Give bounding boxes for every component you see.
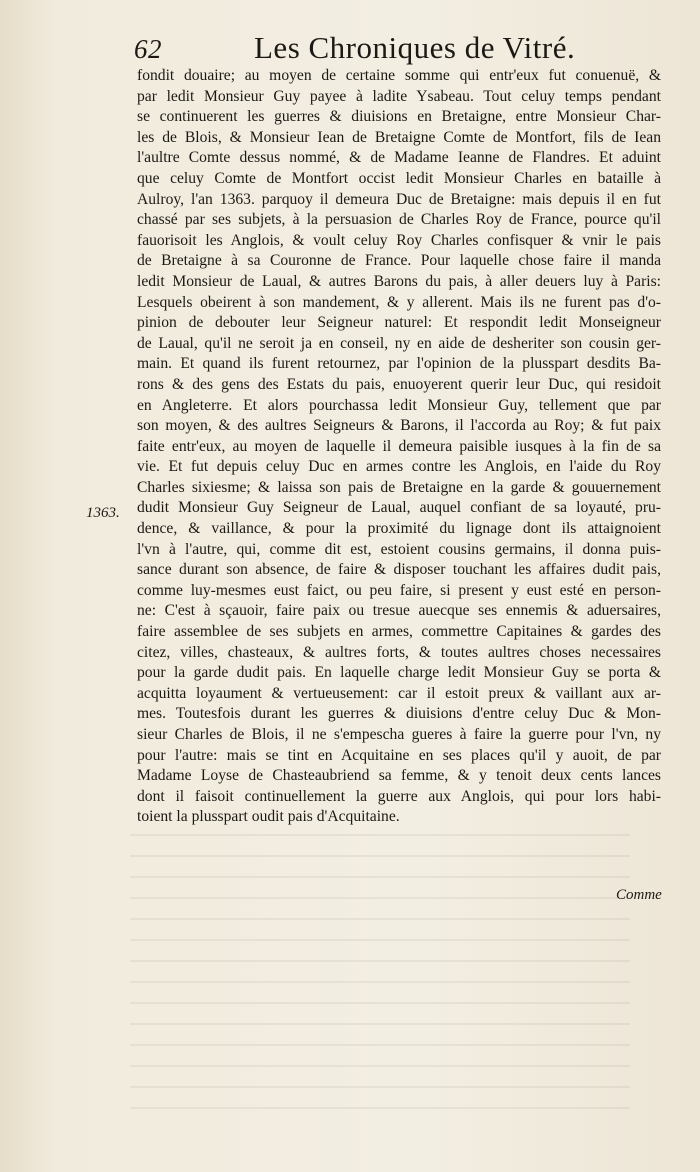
- catchword: Comme: [616, 887, 662, 903]
- text-line: les de Blois, & Monsieur Iean de Bretaigne Comte de Montfort, fils de Iean: [137, 128, 661, 146]
- text-line: sieur Charles de Blois, il ne s'empescha gueres à faire la guerre pour l'vn, ny: [137, 726, 661, 743]
- text-line: l'aultre Comte dessus nommé, & de Madame Ieanne de Flandres. Et aduint: [137, 149, 661, 167]
- show-through-texture: [130, 820, 630, 1120]
- text-line: toient la plusspart oudit pais d'Acquitaine.: [137, 808, 400, 826]
- text-line: pour l'autre: mais se tint en Acquitaine en ses places qu'il y auoit, de par: [137, 746, 661, 764]
- text-line: dence, & vaillance, & pour la proximité du lignage dont ils attaignoient: [137, 520, 661, 538]
- text-line: chassé par ses subjets, à la persuasion de Charles Roy de France, pource qu'il: [137, 211, 661, 229]
- text-line: l'vn à l'autre, qui, comme dit est, estoient cousins germains, il donna puis-: [137, 540, 661, 558]
- text-line: pour la garde dudit pais. En laquelle charge ledit Monsieur Guy se porta &: [137, 664, 661, 682]
- text-line: dont il faisoit continuellement la guerre aux Anglois, qui pour lors habi-: [137, 787, 661, 805]
- text-line: Charles sixiesme; & laissa son pais de Bretaigne en la garde & gouuernement: [137, 478, 661, 496]
- text-line: pinion de debouter leur Seigneur naturel: Et respondit ledit Monseigneur: [137, 314, 661, 332]
- text-line: acquitta loyaument & vertueusement: car il estoit preux & vaillant aux ar-: [137, 684, 661, 702]
- text-line: ledit Monsieur de Laual, & autres Barons du pais, à aller deuers luy à Paris:: [137, 272, 661, 290]
- text-line: son moyen, & des aultres Seigneurs & Barons, il l'accorda au Roy; & fut paix: [137, 417, 661, 435]
- body-text: [137, 66, 661, 828]
- text-line: rons & des gens des Estats du pais, enuoyerent querir leur Duc, qui residoit: [137, 375, 661, 393]
- text-line: mes. Toutesfois durant les guerres & diuisions d'entre celuy Duc & Mon-: [137, 705, 661, 723]
- text-line: de Laual, qu'il ne seroit ja en conseil, ny en aide de desheriter son cousin ger-: [137, 334, 661, 352]
- margin-date-note: 1363.: [86, 505, 120, 521]
- text-line: comme luy-mesmes eust faict, ou peu faire, si present y eust esté en person-: [137, 581, 661, 599]
- page-number: 62: [134, 34, 162, 64]
- text-line: de Bretaigne à sa Couronne de France. Pour laquelle chose faire il manda: [137, 252, 661, 270]
- page-header: [134, 30, 664, 70]
- text-line: Madame Loyse de Chasteaubriend sa femme, & y tenoit deux cents lances: [137, 767, 661, 785]
- text-line: ne: C'est à sçauoir, faire paix ou tresue auecque ses ennemis & aduersaires,: [137, 602, 661, 620]
- text-line: faire assemblee de ses subjets en armes, commettre Capitaines & gardes des: [137, 623, 661, 641]
- text-line: faite entr'eux, au moyen de laquelle il demeura paisible iusques à la fin de sa: [137, 437, 661, 455]
- text-line: fondit douaire; au moyen de certaine somme qui entr'eux fut conuenuë, &: [137, 67, 661, 84]
- text-line: vie. Et fut depuis celuy Duc en armes contre les Anglois, en l'aide du Roy: [137, 458, 661, 476]
- text-line: Aulroy, l'an 1363. parquoy il demeura Duc de Bretaigne: mais depuis il en fut: [137, 190, 661, 208]
- text-line: par ledit Monsieur Guy payee à ladite Ysabeau. Tout celuy temps pendant: [137, 87, 661, 105]
- text-line: dudit Monsieur Guy Seigneur de Laual, auquel confiant de sa loyauté, pru-: [137, 499, 661, 517]
- text-line: se continuerent les guerres & diuisions en Bretaigne, entre Monsieur Char-: [137, 108, 661, 126]
- text-line: fauorisoit les Anglois, & voult celuy Roy Charles confisquer & vnir le pais: [137, 231, 661, 249]
- text-line: que celuy Comte de Montfort occist ledit Monsieur Charles en bataille à: [137, 169, 661, 187]
- text-line: citez, villes, chasteaux, & aultres forts, & toutes aultres choses necessaires: [137, 643, 661, 661]
- text-line: sance durant son absence, de faire & disposer touchant les affaires dudit pais,: [137, 561, 661, 579]
- text-line: en Angleterre. Et alors pourchassa ledit Monsieur Guy, tellement que par: [137, 396, 661, 414]
- text-line: main. Et quand ils furent retournez, par l'opinion de la plusspart desdits Ba-: [137, 355, 661, 373]
- running-title: Les Chroniques de Vitré.: [254, 30, 576, 65]
- text-line: Lesquels obeirent à son mandement, & y allerent. Mais ils ne furent pas d'o-: [137, 293, 661, 311]
